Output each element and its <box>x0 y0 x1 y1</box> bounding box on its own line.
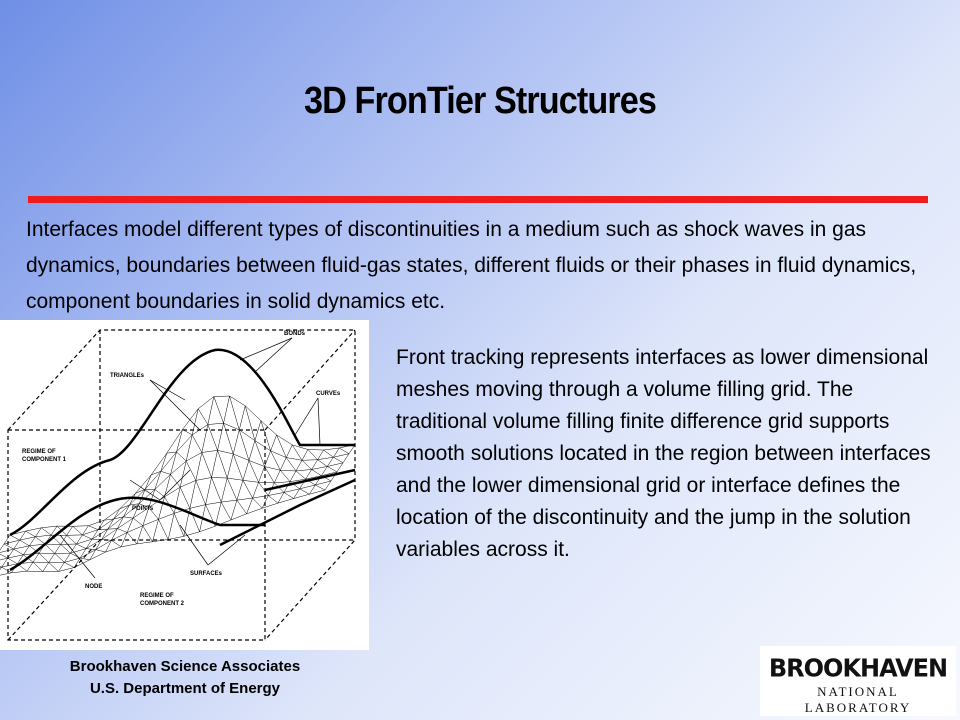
mesh-edge <box>186 452 202 461</box>
mesh-edge <box>302 460 318 461</box>
mesh-edge <box>206 478 212 505</box>
mesh-edge <box>212 478 222 503</box>
mesh-edge <box>14 549 24 555</box>
mesh-edge <box>174 513 184 536</box>
mesh-edge <box>27 562 33 571</box>
mesh-edge <box>121 544 137 547</box>
mesh-edge <box>237 498 253 500</box>
mesh-edge <box>0 573 11 576</box>
mesh-edge <box>333 457 343 463</box>
mesh-edge <box>312 469 322 475</box>
mesh-edge <box>64 562 74 567</box>
mesh-edge <box>227 454 233 478</box>
mesh-edge <box>33 562 43 571</box>
title-divider <box>28 196 928 203</box>
mesh-edge <box>155 489 165 496</box>
mesh-edge <box>108 519 114 529</box>
mesh-edge <box>271 435 277 451</box>
mesh-edge <box>302 450 308 461</box>
mesh-edge <box>274 482 290 483</box>
frontier-structure-figure <box>0 320 369 650</box>
mesh-edge <box>339 448 349 454</box>
mesh-edge <box>161 453 167 471</box>
mesh-edge <box>186 435 192 461</box>
mesh-edge <box>315 485 325 490</box>
mesh-edge <box>73 526 83 535</box>
label-regime-2-line2: COMPONENT 2 <box>140 601 185 607</box>
mesh-edge <box>253 496 269 499</box>
mesh-edge <box>200 526 216 532</box>
mesh-edge <box>11 571 27 573</box>
mesh-edge <box>212 478 228 479</box>
mesh-edge <box>102 529 108 539</box>
mesh-edge <box>318 457 334 460</box>
mesh-edge <box>117 529 127 533</box>
mesh-edge <box>243 480 259 482</box>
mesh-edge <box>221 502 231 520</box>
mesh-edge <box>255 441 265 467</box>
mesh-edge <box>127 532 137 543</box>
mesh-edge <box>239 406 245 430</box>
mesh-edge <box>233 430 239 454</box>
mesh-edge <box>35 528 41 537</box>
mesh-edge <box>259 467 265 483</box>
mesh-edge <box>108 529 118 530</box>
logo-subtitle: NATIONAL LABORATORY <box>804 684 912 715</box>
mesh-edge <box>143 526 153 542</box>
label-points: POINTs <box>132 506 154 512</box>
mesh-edge <box>202 450 218 452</box>
mesh-edge <box>300 489 310 494</box>
mesh-edge <box>180 480 196 487</box>
mesh-edge <box>318 450 324 460</box>
mesh-edge <box>268 496 278 504</box>
mesh-edge <box>114 509 120 519</box>
mesh-edge <box>26 531 36 537</box>
label-regime-1-line1: REGIME OF <box>22 449 56 455</box>
mesh-edge <box>218 450 234 454</box>
mesh-edge <box>284 482 290 493</box>
mesh-edge <box>49 562 59 571</box>
label-curves: CURVEs <box>316 391 341 397</box>
mesh-edge <box>186 461 196 480</box>
mesh-edge <box>224 423 240 430</box>
mesh-edge <box>249 441 255 461</box>
footer <box>0 656 370 700</box>
mesh-edge <box>55 553 65 562</box>
mesh-edge <box>231 500 237 520</box>
mesh-edge <box>43 562 49 571</box>
mesh-edge <box>227 478 237 500</box>
mesh-edge <box>23 546 29 555</box>
mesh-edge <box>243 460 249 480</box>
mesh-edge <box>14 546 30 549</box>
label-leaders <box>60 338 320 578</box>
mesh-edge <box>247 508 263 514</box>
mesh-edge <box>306 469 312 479</box>
mesh-edge <box>280 470 290 481</box>
label-node: NODE <box>85 584 103 590</box>
grid-box-edges <box>8 330 355 640</box>
mesh-edge <box>168 536 184 539</box>
mesh-edge <box>221 500 237 502</box>
label-regime-2-line1: REGIME OF <box>140 593 174 599</box>
mesh-edge <box>137 542 153 544</box>
mesh-edge <box>35 537 45 544</box>
mesh-edge <box>153 519 159 541</box>
mesh-edge <box>308 450 318 460</box>
mesh-edge <box>0 562 2 567</box>
mesh-edge <box>333 454 349 457</box>
mesh-edge <box>190 480 196 508</box>
mesh-edge <box>284 492 294 498</box>
mesh-edge <box>237 480 243 500</box>
mesh-edge <box>284 489 300 493</box>
mesh-edge <box>227 478 243 480</box>
mesh-edge <box>45 544 55 553</box>
mesh-edge <box>26 528 42 531</box>
mesh-edge <box>255 421 261 441</box>
mesh-edge <box>2 567 12 573</box>
mesh-edge <box>259 482 275 483</box>
label-bonds: BONDs <box>284 331 306 337</box>
mesh-edge <box>151 453 167 475</box>
mesh-edge <box>129 493 135 505</box>
mesh-edge <box>243 480 253 498</box>
mesh-edge <box>190 505 206 509</box>
mesh-edge <box>212 450 218 477</box>
mesh-edge <box>214 397 224 424</box>
mesh-edge <box>0 553 8 558</box>
mesh-edge <box>290 471 296 482</box>
mesh-edge <box>76 544 86 549</box>
mesh-edge <box>196 478 212 481</box>
mesh-edge <box>196 452 202 480</box>
mesh-edge <box>104 509 120 520</box>
mesh-edge <box>159 513 175 519</box>
mesh-edge <box>224 396 230 423</box>
label-regime-1-line2: COMPONENT 1 <box>22 457 67 463</box>
mesh-edge <box>39 553 49 562</box>
label-surfaces: SURFACEs <box>190 571 223 577</box>
mesh-edge <box>180 461 186 487</box>
mesh-edge <box>214 396 230 397</box>
mesh-edge <box>98 520 104 529</box>
mesh-edge <box>123 517 133 518</box>
label-triangles: TRIANGLEs <box>110 373 145 379</box>
mesh-edge <box>318 460 328 467</box>
mesh-edge <box>167 452 177 453</box>
mesh-edge <box>111 540 121 547</box>
mesh-edge <box>20 540 30 546</box>
footer-line-1: Brookhaven Science Associates <box>69 658 301 675</box>
mesh-edge <box>302 460 312 469</box>
mesh-edge <box>233 454 243 480</box>
mesh-edge <box>10 535 20 540</box>
mesh-edge <box>218 450 228 478</box>
mesh-edge <box>82 535 92 539</box>
mesh-edge <box>280 470 296 471</box>
mesh-edge <box>102 529 118 540</box>
mesh-edge <box>312 460 318 470</box>
slide-title: 3D FronTier Structures <box>303 80 657 122</box>
brookhaven-logo <box>760 646 956 716</box>
mesh-edge <box>198 409 208 425</box>
mesh-edge <box>111 532 127 540</box>
mesh-edge <box>327 466 337 471</box>
mesh-edge <box>265 467 281 471</box>
mesh-edge <box>35 535 51 537</box>
mesh-edge <box>137 526 143 544</box>
mesh-edge <box>255 441 271 451</box>
mesh-edge <box>224 423 234 454</box>
mesh-edge <box>82 530 98 535</box>
mesh-edge <box>192 435 202 453</box>
mesh-edge <box>96 550 106 552</box>
mesh-edge <box>135 475 151 493</box>
mesh-edge <box>92 530 98 539</box>
mesh-edge <box>245 406 261 421</box>
mesh-edge <box>82 526 88 535</box>
mesh-edge <box>324 448 340 450</box>
mesh-edge <box>196 480 206 504</box>
mesh-edge <box>180 487 190 508</box>
mesh-edge <box>265 467 275 483</box>
mesh-edge <box>296 471 306 479</box>
mesh-edge <box>206 502 222 505</box>
mesh-edge <box>20 537 36 540</box>
mesh-edge <box>253 498 263 508</box>
mesh-edge <box>237 500 247 514</box>
mesh-edge <box>208 423 224 424</box>
mesh-edge <box>312 466 328 469</box>
mesh-edge <box>296 460 302 471</box>
mesh-edge <box>4 544 14 549</box>
mesh-edge <box>231 514 247 520</box>
mesh-edge <box>247 498 253 514</box>
footer-line-2: U.S. Department of Energy <box>89 680 281 697</box>
mesh-edge <box>296 469 312 471</box>
mesh-edge <box>159 519 169 539</box>
mesh-edge <box>239 430 249 461</box>
mesh-edge <box>286 458 302 461</box>
mesh-edge <box>49 553 55 562</box>
mesh-edge <box>286 458 296 471</box>
front-tracking-paragraph: Front tracking represents interfaces as lower dimensional meshes moving through a volume filling grid. The traditional volume filling finite difference grid supports smooth solutions located in the region between interfaces and the lower dimensional grid or interface defines the location of the discontinuity and the jump in the solution variables across it. <box>396 346 931 561</box>
mesh-edge <box>177 452 187 461</box>
mesh-edge <box>161 471 171 474</box>
mesh-edge <box>233 454 249 460</box>
mesh-edge <box>190 508 200 531</box>
mesh-edge <box>67 535 77 544</box>
mesh-edge <box>29 537 35 546</box>
mesh-edge <box>41 526 57 528</box>
mesh-edge <box>271 451 281 470</box>
mesh-edge <box>202 452 212 477</box>
mesh-edge <box>145 475 151 489</box>
mesh-edge <box>143 519 159 525</box>
mesh-edge <box>280 458 286 471</box>
mesh-edge <box>133 518 143 526</box>
mesh-edge <box>245 406 255 441</box>
mesh-edge <box>208 425 218 451</box>
mesh-edge <box>88 526 98 530</box>
intro-paragraph: Interfaces model different types of discontinuities in a medium such as shock waves in gas dynamics, boundaries between fluid-gas states, different fluids or their phases in fluid dynamics, component boundaries in solid dynamics etc. <box>26 218 917 313</box>
mesh-edge <box>8 555 24 558</box>
mesh-edge <box>168 513 174 539</box>
mesh-edge <box>88 520 104 525</box>
logo-name: BROOKHAVEN <box>768 653 948 683</box>
mesh-edge <box>274 470 280 483</box>
interface-mesh-diagram <box>0 320 369 650</box>
mesh-edge <box>324 450 334 457</box>
mesh-edge <box>221 478 227 502</box>
mesh-edge <box>67 526 73 535</box>
mesh-edge <box>253 482 259 498</box>
mesh-edge <box>167 430 183 454</box>
mesh-edge <box>73 526 89 527</box>
mesh-edge <box>286 445 292 458</box>
mesh-edge <box>268 492 284 495</box>
mesh-edge <box>218 423 224 450</box>
mesh-edge <box>202 425 208 453</box>
mesh-edge <box>41 528 51 535</box>
mesh-edge <box>55 544 61 553</box>
mesh-edge <box>8 558 18 564</box>
